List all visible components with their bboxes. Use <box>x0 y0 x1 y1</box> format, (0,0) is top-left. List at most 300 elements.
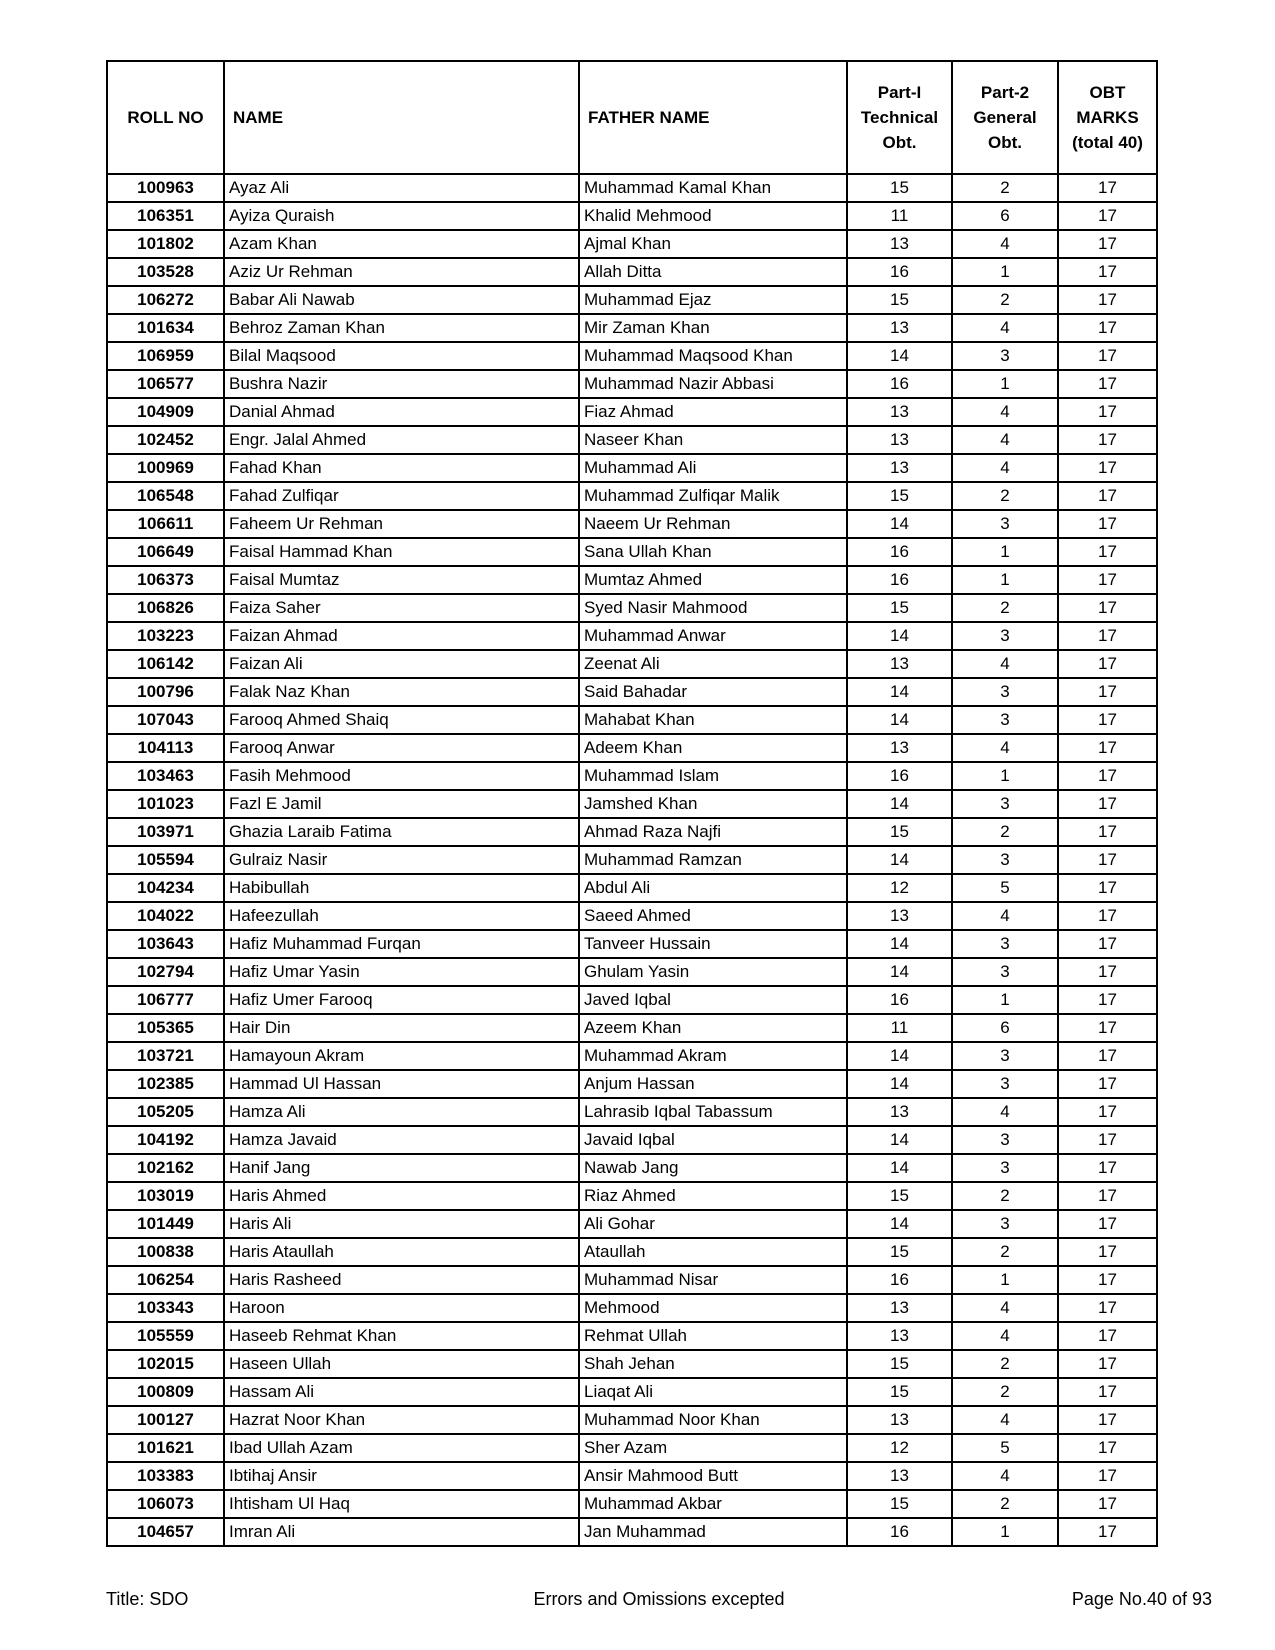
cell-father-name: Ajmal Khan <box>579 230 847 258</box>
header-part2-general <box>952 61 1058 174</box>
header-part1-line3: Obt. <box>882 133 917 152</box>
cell-part2-obt: 4 <box>952 454 1058 482</box>
table-row <box>107 1490 1157 1518</box>
cell-part2-obt: 3 <box>952 790 1058 818</box>
cell-part2-obt: 2 <box>952 1238 1058 1266</box>
cell-roll-no: 103223 <box>107 622 224 650</box>
cell-part2-obt: 4 <box>952 650 1058 678</box>
cell-part2-obt: 3 <box>952 1042 1058 1070</box>
cell-part2-obt: 2 <box>952 818 1058 846</box>
cell-name: Gulraiz Nasir <box>224 846 579 874</box>
table-row <box>107 370 1157 398</box>
header-part2-line1: Part-2 <box>980 83 1030 102</box>
cell-obt-marks: 17 <box>1058 1042 1157 1070</box>
cell-part1-obt: 16 <box>847 762 952 790</box>
table-row <box>107 1210 1157 1238</box>
table-row <box>107 986 1157 1014</box>
table-row <box>107 846 1157 874</box>
cell-name: Fahad Khan <box>224 454 579 482</box>
cell-father-name: Muhammad Ejaz <box>579 286 847 314</box>
cell-name: Haseeb Rehmat Khan <box>224 1322 579 1350</box>
cell-part1-obt: 12 <box>847 874 952 902</box>
table-row <box>107 174 1157 202</box>
cell-part1-obt: 14 <box>847 706 952 734</box>
cell-part2-obt: 4 <box>952 734 1058 762</box>
table-row <box>107 342 1157 370</box>
cell-obt-marks: 17 <box>1058 1294 1157 1322</box>
cell-roll-no: 106272 <box>107 286 224 314</box>
cell-part1-obt: 14 <box>847 622 952 650</box>
cell-father-name: Zeenat Ali <box>579 650 847 678</box>
cell-name: Farooq Anwar <box>224 734 579 762</box>
cell-father-name: Liaqat Ali <box>579 1378 847 1406</box>
table-row <box>107 314 1157 342</box>
cell-name: Hanif Jang <box>224 1154 579 1182</box>
cell-part1-obt: 13 <box>847 314 952 342</box>
table-row <box>107 678 1157 706</box>
cell-name: Bushra Nazir <box>224 370 579 398</box>
cell-father-name: Abdul Ali <box>579 874 847 902</box>
results-table <box>106 60 1158 1547</box>
cell-roll-no: 105594 <box>107 846 224 874</box>
cell-part1-obt: 13 <box>847 1462 952 1490</box>
cell-roll-no: 102162 <box>107 1154 224 1182</box>
cell-part1-obt: 14 <box>847 1126 952 1154</box>
cell-name: Ayiza Quraish <box>224 202 579 230</box>
cell-roll-no: 103643 <box>107 930 224 958</box>
cell-part1-obt: 14 <box>847 790 952 818</box>
cell-part1-obt: 16 <box>847 538 952 566</box>
cell-obt-marks: 17 <box>1058 762 1157 790</box>
cell-name: Aziz Ur Rehman <box>224 258 579 286</box>
cell-obt-marks: 17 <box>1058 538 1157 566</box>
table-row <box>107 482 1157 510</box>
cell-obt-marks: 17 <box>1058 1266 1157 1294</box>
cell-part2-obt: 5 <box>952 1434 1058 1462</box>
table-row <box>107 230 1157 258</box>
cell-roll-no: 106826 <box>107 594 224 622</box>
cell-roll-no: 105205 <box>107 1098 224 1126</box>
cell-father-name: Muhammad Kamal Khan <box>579 174 847 202</box>
table-row <box>107 1462 1157 1490</box>
cell-roll-no: 106254 <box>107 1266 224 1294</box>
cell-obt-marks: 17 <box>1058 986 1157 1014</box>
cell-part2-obt: 2 <box>952 594 1058 622</box>
cell-part2-obt: 6 <box>952 1014 1058 1042</box>
cell-name: Faisal Mumtaz <box>224 566 579 594</box>
cell-part1-obt: 14 <box>847 846 952 874</box>
table-row <box>107 1042 1157 1070</box>
header-obt-marks <box>1058 61 1157 174</box>
cell-name: Faisal Hammad Khan <box>224 538 579 566</box>
cell-name: Faiza Saher <box>224 594 579 622</box>
cell-father-name: Mir Zaman Khan <box>579 314 847 342</box>
cell-obt-marks: 17 <box>1058 286 1157 314</box>
cell-father-name: Muhammad Nazir Abbasi <box>579 370 847 398</box>
cell-part2-obt: 3 <box>952 1126 1058 1154</box>
cell-father-name: Muhammad Islam <box>579 762 847 790</box>
cell-part2-obt: 3 <box>952 958 1058 986</box>
cell-roll-no: 101023 <box>107 790 224 818</box>
cell-part2-obt: 2 <box>952 1378 1058 1406</box>
cell-part1-obt: 15 <box>847 1238 952 1266</box>
cell-obt-marks: 17 <box>1058 510 1157 538</box>
cell-obt-marks: 17 <box>1058 398 1157 426</box>
cell-obt-marks: 17 <box>1058 874 1157 902</box>
cell-part1-obt: 16 <box>847 566 952 594</box>
cell-part2-obt: 2 <box>952 1350 1058 1378</box>
cell-part2-obt: 4 <box>952 1322 1058 1350</box>
cell-part2-obt: 3 <box>952 846 1058 874</box>
cell-part1-obt: 13 <box>847 1294 952 1322</box>
cell-part1-obt: 14 <box>847 342 952 370</box>
cell-part2-obt: 1 <box>952 566 1058 594</box>
cell-father-name: Mumtaz Ahmed <box>579 566 847 594</box>
cell-name: Bilal Maqsood <box>224 342 579 370</box>
cell-part1-obt: 14 <box>847 1070 952 1098</box>
cell-obt-marks: 17 <box>1058 1182 1157 1210</box>
cell-roll-no: 106373 <box>107 566 224 594</box>
table-row <box>107 790 1157 818</box>
cell-father-name: Mehmood <box>579 1294 847 1322</box>
cell-roll-no: 106142 <box>107 650 224 678</box>
table-row <box>107 958 1157 986</box>
cell-obt-marks: 17 <box>1058 370 1157 398</box>
cell-part2-obt: 4 <box>952 1406 1058 1434</box>
cell-part1-obt: 14 <box>847 510 952 538</box>
cell-name: Hazrat Noor Khan <box>224 1406 579 1434</box>
cell-father-name: Jan Muhammad <box>579 1518 847 1546</box>
cell-part1-obt: 14 <box>847 678 952 706</box>
cell-father-name: Naeem Ur Rehman <box>579 510 847 538</box>
cell-name: Hassam Ali <box>224 1378 579 1406</box>
cell-part2-obt: 3 <box>952 1070 1058 1098</box>
cell-part1-obt: 15 <box>847 174 952 202</box>
cell-father-name: Allah Ditta <box>579 258 847 286</box>
cell-part2-obt: 2 <box>952 286 1058 314</box>
cell-obt-marks: 17 <box>1058 790 1157 818</box>
table-row <box>107 930 1157 958</box>
cell-roll-no: 100796 <box>107 678 224 706</box>
cell-name: Ibtihaj Ansir <box>224 1462 579 1490</box>
cell-roll-no: 102385 <box>107 1070 224 1098</box>
cell-name: Haris Ali <box>224 1210 579 1238</box>
cell-part1-obt: 16 <box>847 258 952 286</box>
cell-part2-obt: 3 <box>952 342 1058 370</box>
cell-father-name: Riaz Ahmed <box>579 1182 847 1210</box>
cell-name: Falak Naz Khan <box>224 678 579 706</box>
cell-part1-obt: 15 <box>847 1378 952 1406</box>
cell-roll-no: 106777 <box>107 986 224 1014</box>
cell-part2-obt: 1 <box>952 1518 1058 1546</box>
cell-father-name: Saeed Ahmed <box>579 902 847 930</box>
table-row <box>107 1182 1157 1210</box>
cell-part2-obt: 4 <box>952 902 1058 930</box>
cell-obt-marks: 17 <box>1058 258 1157 286</box>
cell-obt-marks: 17 <box>1058 846 1157 874</box>
cell-part1-obt: 14 <box>847 1042 952 1070</box>
cell-roll-no: 106073 <box>107 1490 224 1518</box>
cell-part2-obt: 4 <box>952 398 1058 426</box>
cell-father-name: Shah Jehan <box>579 1350 847 1378</box>
cell-father-name: Muhammad Akram <box>579 1042 847 1070</box>
table-row <box>107 1322 1157 1350</box>
cell-part2-obt: 1 <box>952 762 1058 790</box>
cell-part2-obt: 1 <box>952 986 1058 1014</box>
header-name <box>224 61 579 174</box>
table-row <box>107 594 1157 622</box>
cell-part1-obt: 13 <box>847 1406 952 1434</box>
table-row <box>107 734 1157 762</box>
cell-obt-marks: 17 <box>1058 1210 1157 1238</box>
cell-name: Haris Ataullah <box>224 1238 579 1266</box>
cell-part1-obt: 16 <box>847 1266 952 1294</box>
cell-name: Hafiz Umer Farooq <box>224 986 579 1014</box>
cell-part1-obt: 13 <box>847 398 952 426</box>
cell-part2-obt: 1 <box>952 538 1058 566</box>
cell-part2-obt: 3 <box>952 930 1058 958</box>
table-row <box>107 706 1157 734</box>
table-row <box>107 286 1157 314</box>
table-row <box>107 398 1157 426</box>
cell-roll-no: 103343 <box>107 1294 224 1322</box>
cell-part2-obt: 2 <box>952 482 1058 510</box>
cell-obt-marks: 17 <box>1058 1322 1157 1350</box>
cell-obt-marks: 17 <box>1058 566 1157 594</box>
cell-name: Faizan Ahmad <box>224 622 579 650</box>
cell-obt-marks: 17 <box>1058 1098 1157 1126</box>
cell-obt-marks: 17 <box>1058 342 1157 370</box>
cell-father-name: Anjum Hassan <box>579 1070 847 1098</box>
cell-obt-marks: 17 <box>1058 1154 1157 1182</box>
cell-part2-obt: 4 <box>952 1098 1058 1126</box>
header-part2-line2: General <box>973 108 1037 127</box>
cell-father-name: Syed Nasir Mahmood <box>579 594 847 622</box>
cell-name: Habibullah <box>224 874 579 902</box>
cell-obt-marks: 17 <box>1058 706 1157 734</box>
cell-father-name: Naseer Khan <box>579 426 847 454</box>
cell-part2-obt: 4 <box>952 230 1058 258</box>
cell-part2-obt: 4 <box>952 1294 1058 1322</box>
results-sheet <box>106 60 1143 1547</box>
cell-part1-obt: 13 <box>847 1322 952 1350</box>
cell-obt-marks: 17 <box>1058 1462 1157 1490</box>
table-row <box>107 1294 1157 1322</box>
cell-part2-obt: 3 <box>952 1210 1058 1238</box>
table-row <box>107 258 1157 286</box>
table-row <box>107 1014 1157 1042</box>
cell-father-name: Jamshed Khan <box>579 790 847 818</box>
cell-roll-no: 101802 <box>107 230 224 258</box>
table-row <box>107 1350 1157 1378</box>
cell-part1-obt: 11 <box>847 202 952 230</box>
cell-part2-obt: 1 <box>952 370 1058 398</box>
cell-obt-marks: 17 <box>1058 1518 1157 1546</box>
cell-obt-marks: 17 <box>1058 678 1157 706</box>
cell-obt-marks: 17 <box>1058 650 1157 678</box>
cell-name: Haris Rasheed <box>224 1266 579 1294</box>
cell-roll-no: 104909 <box>107 398 224 426</box>
cell-father-name: Muhammad Ali <box>579 454 847 482</box>
cell-part1-obt: 16 <box>847 370 952 398</box>
cell-obt-marks: 17 <box>1058 1014 1157 1042</box>
cell-roll-no: 106577 <box>107 370 224 398</box>
cell-roll-no: 103019 <box>107 1182 224 1210</box>
cell-name: Hammad Ul Hassan <box>224 1070 579 1098</box>
cell-name: Azam Khan <box>224 230 579 258</box>
cell-part2-obt: 3 <box>952 1154 1058 1182</box>
table-row <box>107 1378 1157 1406</box>
cell-name: Ihtisham Ul Haq <box>224 1490 579 1518</box>
cell-obt-marks: 17 <box>1058 426 1157 454</box>
cell-father-name: Adeem Khan <box>579 734 847 762</box>
cell-part1-obt: 13 <box>847 1098 952 1126</box>
cell-roll-no: 107043 <box>107 706 224 734</box>
cell-name: Hamza Javaid <box>224 1126 579 1154</box>
cell-obt-marks: 17 <box>1058 958 1157 986</box>
cell-name: Imran Ali <box>224 1518 579 1546</box>
cell-father-name: Tanveer Hussain <box>579 930 847 958</box>
cell-part1-obt: 16 <box>847 1518 952 1546</box>
cell-father-name: Ataullah <box>579 1238 847 1266</box>
cell-roll-no: 104657 <box>107 1518 224 1546</box>
cell-roll-no: 102015 <box>107 1350 224 1378</box>
cell-name: Hamza Ali <box>224 1098 579 1126</box>
cell-part1-obt: 16 <box>847 986 952 1014</box>
cell-father-name: Javaid Iqbal <box>579 1126 847 1154</box>
footer-title: Title: SDO <box>106 1589 189 1609</box>
cell-name: Ayaz Ali <box>224 174 579 202</box>
header-name-label: NAME <box>233 108 284 127</box>
table-body <box>107 174 1157 1546</box>
cell-name: Ibad Ullah Azam <box>224 1434 579 1462</box>
page-footer <box>106 1586 1212 1612</box>
table-row <box>107 762 1157 790</box>
table-row <box>107 426 1157 454</box>
cell-part2-obt: 4 <box>952 426 1058 454</box>
cell-name: Ghazia Laraib Fatima <box>224 818 579 846</box>
cell-roll-no: 101449 <box>107 1210 224 1238</box>
table-row <box>107 650 1157 678</box>
cell-father-name: Rehmat Ullah <box>579 1322 847 1350</box>
cell-roll-no: 106611 <box>107 510 224 538</box>
cell-roll-no: 100838 <box>107 1238 224 1266</box>
cell-obt-marks: 17 <box>1058 1490 1157 1518</box>
cell-name: Babar Ali Nawab <box>224 286 579 314</box>
cell-part2-obt: 3 <box>952 706 1058 734</box>
cell-roll-no: 106649 <box>107 538 224 566</box>
cell-name: Behroz Zaman Khan <box>224 314 579 342</box>
cell-obt-marks: 17 <box>1058 930 1157 958</box>
cell-name: Hafiz Muhammad Furqan <box>224 930 579 958</box>
cell-father-name: Muhammad Anwar <box>579 622 847 650</box>
header-obt-line3: (total 40) <box>1072 133 1143 152</box>
cell-part2-obt: 1 <box>952 258 1058 286</box>
header-roll-no: ROLL NO <box>107 61 224 174</box>
cell-part2-obt: 1 <box>952 1266 1058 1294</box>
cell-part2-obt: 2 <box>952 174 1058 202</box>
cell-part2-obt: 4 <box>952 314 1058 342</box>
cell-part1-obt: 13 <box>847 650 952 678</box>
cell-name: Fazl E Jamil <box>224 790 579 818</box>
cell-obt-marks: 17 <box>1058 1434 1157 1462</box>
table-row <box>107 1098 1157 1126</box>
cell-father-name: Muhammad Nisar <box>579 1266 847 1294</box>
cell-obt-marks: 17 <box>1058 622 1157 650</box>
cell-roll-no: 104192 <box>107 1126 224 1154</box>
header-part2-line3: Obt. <box>988 133 1022 152</box>
header-part1-technical <box>847 61 952 174</box>
cell-roll-no: 100809 <box>107 1378 224 1406</box>
cell-roll-no: 100127 <box>107 1406 224 1434</box>
cell-obt-marks: 17 <box>1058 594 1157 622</box>
cell-obt-marks: 17 <box>1058 454 1157 482</box>
table-row <box>107 902 1157 930</box>
cell-obt-marks: 17 <box>1058 734 1157 762</box>
cell-part1-obt: 15 <box>847 818 952 846</box>
table-row <box>107 874 1157 902</box>
cell-obt-marks: 17 <box>1058 202 1157 230</box>
cell-name: Hair Din <box>224 1014 579 1042</box>
cell-roll-no: 103971 <box>107 818 224 846</box>
header-obt-line2: MARKS <box>1076 108 1139 127</box>
cell-part2-obt: 3 <box>952 622 1058 650</box>
cell-roll-no: 106351 <box>107 202 224 230</box>
cell-part1-obt: 14 <box>847 930 952 958</box>
cell-roll-no: 103383 <box>107 1462 224 1490</box>
cell-part1-obt: 13 <box>847 902 952 930</box>
cell-roll-no: 101621 <box>107 1434 224 1462</box>
cell-name: Faheem Ur Rehman <box>224 510 579 538</box>
table-row <box>107 1238 1157 1266</box>
cell-roll-no: 100969 <box>107 454 224 482</box>
cell-obt-marks: 17 <box>1058 818 1157 846</box>
cell-part2-obt: 3 <box>952 510 1058 538</box>
header-father-name-label: FATHER NAME <box>588 108 710 127</box>
cell-roll-no: 102794 <box>107 958 224 986</box>
cell-name: Hamayoun Akram <box>224 1042 579 1070</box>
cell-father-name: Muhammad Ramzan <box>579 846 847 874</box>
cell-part1-obt: 14 <box>847 1154 952 1182</box>
header-obt-line1: OBT <box>1089 83 1126 102</box>
cell-part2-obt: 4 <box>952 1462 1058 1490</box>
cell-obt-marks: 17 <box>1058 902 1157 930</box>
table-row <box>107 538 1157 566</box>
cell-part2-obt: 2 <box>952 1490 1058 1518</box>
cell-roll-no: 104022 <box>107 902 224 930</box>
table-row <box>107 1070 1157 1098</box>
table-row <box>107 454 1157 482</box>
cell-father-name: Mahabat Khan <box>579 706 847 734</box>
table-row <box>107 202 1157 230</box>
cell-obt-marks: 17 <box>1058 174 1157 202</box>
table-header-row <box>107 61 1157 174</box>
table-row <box>107 1154 1157 1182</box>
cell-father-name: Said Bahadar <box>579 678 847 706</box>
cell-roll-no: 104234 <box>107 874 224 902</box>
cell-obt-marks: 17 <box>1058 230 1157 258</box>
cell-name: Haris Ahmed <box>224 1182 579 1210</box>
cell-father-name: Muhammad Noor Khan <box>579 1406 847 1434</box>
cell-name: Hafiz Umar Yasin <box>224 958 579 986</box>
cell-part1-obt: 12 <box>847 1434 952 1462</box>
header-part1-line2: Technical <box>860 108 939 127</box>
table-row <box>107 1434 1157 1462</box>
cell-roll-no: 103463 <box>107 762 224 790</box>
cell-name: Faizan Ali <box>224 650 579 678</box>
cell-father-name: Ahmad Raza Najfi <box>579 818 847 846</box>
cell-father-name: Ghulam Yasin <box>579 958 847 986</box>
